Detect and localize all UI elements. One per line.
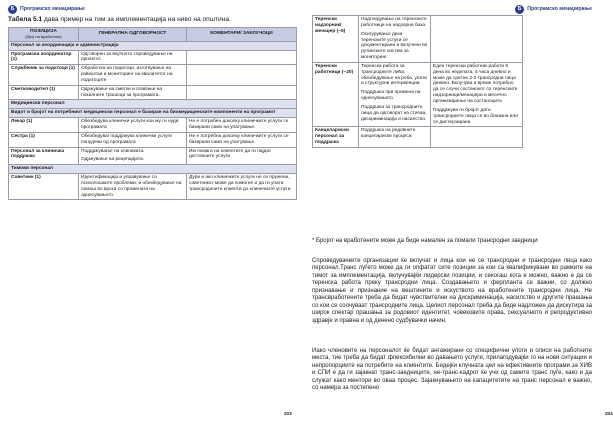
cell-position: Лекар (1) (9, 118, 79, 133)
cell-position: Канцелариски персонал за поддршка (313, 127, 359, 148)
table-section-row (9, 165, 297, 174)
caption-text: дава пример на тим за имплементација на ниво на општина. (42, 16, 231, 23)
section-title: Тимови персонал (9, 165, 297, 174)
cell-paragraph: Поддржување на клиниката. (81, 148, 145, 154)
cell-position: Теренски работници (~20) (313, 62, 359, 126)
cell-paragraph: Поддржува ги бројот дати трансродните лица се во близина или се дистерзирани. (433, 107, 518, 125)
cell-responsibility (359, 62, 431, 126)
table-row (9, 50, 297, 65)
table-row (9, 147, 297, 165)
col-header-comments: КОМЕНТАРИ/ ЗАКЛУЧОЦИ (187, 28, 297, 42)
cell-paragraph: Еден теренски работник работи 5 дена во неделата, 4 часа дневно и може да сретне 2-3 трансродни лица дневно. Вклучува и време потребно да се случи состанокот со теренските надзорници/менаџери и месечно организиранье на состаноците. (433, 63, 518, 104)
cell-responsibility (79, 118, 187, 133)
cell-paragraph: Обезбедува/ поддржува клинички услуги понудени од програмата (81, 133, 172, 145)
cell-paragraph: Им помага на клиентите да ги најдат достапните услуги (189, 148, 272, 160)
logo-icon: Б (515, 5, 524, 14)
cell-position: Сестра (1) (9, 132, 79, 147)
table-row (313, 127, 523, 148)
table-footnote: * Бројот на вработените може да биде намален за помали трансродни заедници (312, 238, 538, 244)
col-header-responsibility: ГЕНЕРАЛНА ОДГОВОРНОСТ (79, 28, 187, 42)
cell-paragraph: Дури и ако клиничките услуги не се пружени, советникот може да помогне и да ги упати трансродноите клиенти до клиничките услуги. (189, 175, 292, 192)
cell-position: Персонал за клиничка поддршка (9, 147, 79, 165)
cell-responsibility (79, 85, 187, 100)
cell-comments (187, 147, 297, 165)
cell-comments (187, 85, 297, 100)
cell-responsibility (359, 16, 431, 63)
table-row (9, 132, 297, 147)
table-body-left (9, 41, 297, 200)
cell-position: Службеник за податоци (1) (9, 65, 79, 86)
table-section-row (9, 100, 297, 109)
cell-paragraph: Обезбедува клинички услуги кои му ги нуди програмата (81, 119, 179, 130)
table-row (9, 65, 297, 86)
cell-responsibility (79, 147, 187, 165)
cell-paragraph: Не е потребна доколку клиничките услуги се базирани само на упатување. (189, 133, 289, 145)
cell-paragraph: Одржување на сметки и плаќање на локалните трошоци за програмата. (81, 86, 163, 98)
cell-position: Советник (1) (9, 174, 79, 200)
cell-responsibility (79, 132, 187, 147)
cell-paragraph: Поддршка при промена на однесувањето. (361, 90, 421, 102)
section-title: Видот и бројот на потребниот медицински персонал е базиран на биомедицинските компоненти на програмот (9, 109, 297, 118)
page-number-right: 204 (605, 411, 613, 416)
cell-comments (187, 65, 297, 86)
cell-paragraph: Одржување на рецепцијата. (81, 157, 144, 163)
cell-comments (431, 62, 523, 126)
left-page (0, 0, 300, 424)
table-header-row (9, 28, 297, 42)
implementation-team-table (8, 27, 297, 200)
col-header-position: ПОЗИЦИЈА (број на вработени) (9, 28, 79, 42)
cell-comments (431, 16, 523, 63)
cell-responsibility (359, 127, 431, 148)
table-body-right (313, 16, 523, 148)
cell-paragraph: Поддршка за трансродните лица да одговорат на стигма, дискриминација и насилство. (361, 104, 427, 122)
header-title: Програмско менаџирање (527, 6, 592, 12)
cell-paragraph: Осигурување дека теренските услуги се документирани и вклучени во рутинските систем за мониторинг. (361, 31, 428, 61)
section-title: Медицински персонал (9, 100, 297, 109)
table-row (9, 85, 297, 100)
running-header-right (515, 4, 592, 14)
table-row (313, 62, 523, 126)
cell-paragraph: Теренска работа за трансродните лића, обезбедување на роба, упати и структурни интервенции. (361, 63, 427, 87)
cell-paragraph: Поддршка на редовните канцелариски процеси. (361, 128, 416, 140)
logo-icon: Б (8, 5, 17, 14)
cell-responsibility (79, 65, 187, 86)
table-section-row (9, 109, 297, 118)
running-header-left (8, 4, 85, 14)
cell-paragraph: Одговорен за вкупното спроведување на проектот. (81, 51, 173, 63)
cell-comments (187, 50, 297, 65)
cell-comments (187, 132, 297, 147)
cell-position: Сметководител (1) (9, 85, 79, 100)
cell-comments (187, 174, 297, 200)
table-label: Табела 5.1 (8, 16, 43, 23)
cell-comments (187, 118, 297, 133)
cell-responsibility (79, 174, 187, 200)
cell-paragraph: Надгледување на теренските работници на надзорна база. (361, 17, 427, 28)
cell-paragraph: Идентификација и управување со психолошките проблеми, и обезбедување на помош во врска со промената на однесувањето. (81, 175, 182, 198)
table-row (313, 16, 523, 63)
cell-position: Теренски надзорник/ менаџер (~5) (313, 16, 359, 63)
cell-position: Програмски координатор (1) (9, 50, 79, 65)
table-row (9, 118, 297, 133)
table-row (9, 174, 297, 200)
cell-responsibility (79, 50, 187, 65)
section-title: Персонал за координација и администрација (9, 41, 297, 50)
cell-paragraph: Обработка на податоци, изготвување на извештаи и мониторинг на квалитетот на податоците (81, 66, 173, 83)
body-paragraph: Спроведувачките организации ќе вклучат и лица кои не се трансродни и трансродни лица како персонал.Транс луѓето може да ги опфатат сите позиции за кои са квалификувани во рамките на тимот за имплементација, вклучувајќи лидерски позиции, и секогаш кога е можно, важно е да се теренска работа преку трансродни лица. Создавањето и ферпланта се важни, со должно признавање и признание на вештините и искуството на вработените трансродни лица. Не трансвработените треба да бидат чувствителни на дискриминација, насилство и другите прашања со кои се соочуваат трансродните лица. Целиот персонал треба да биде надложен да дискутира за широк спектар прашања за родовиот идентитет, човековите права, сексуалното и репродуктивно здравје и правна и од денено судбувачки начин. (312, 258, 592, 324)
cell-paragraph: Не е потребен доколку клиничките услуги се базирани само на упатување. (189, 119, 289, 130)
body-paragraph: Иако членовите на персоналот ќе бидат ангажирани со специфични улоги и описи на работните места, тие треба да бидат флексибилни во давањето услуги, прилагодувајќи го на нови ситуации и непропорциите на потребите на клиентите. Бидејќи клучната цел на ефективните програми за ХИВ и СПИ е да ги зајакнат транс-заедниците, не-транс-кадрот ќе учи од самите транс луѓе, како и да служат како ментори во оваа процес. Зајакнувањето на капацитетите на транс персонал е важно, со намера за постепено (312, 348, 592, 392)
table-caption (8, 16, 300, 23)
table-section-row (9, 41, 297, 50)
implementation-team-table-continued (312, 15, 523, 148)
header-title: Програмско менаџирање (20, 6, 85, 12)
cell-comments (431, 127, 523, 148)
page-number-left: 203 (284, 411, 292, 416)
